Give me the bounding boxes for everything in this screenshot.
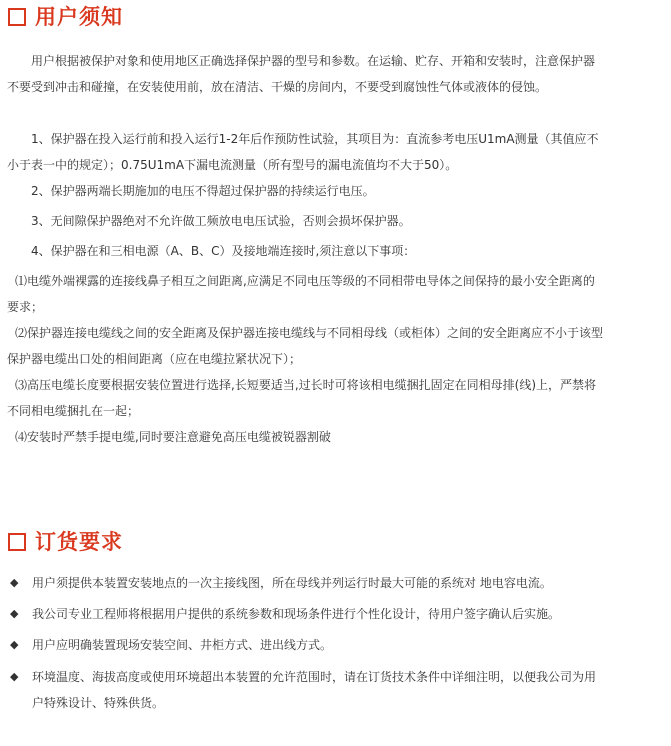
notice-subitem-2: ⑵保护器连接电缆线之间的安全距离及保护器连接电缆线与不同相母线（或柜体）之间的安全距离应不小于该型保护器电缆出口处的相间距离（应在电缆拉紧状况下）； xyxy=(7,326,604,366)
notice-item-2: 2、保护器两端长期施加的电压不得超过保护器的持续运行电压。 xyxy=(31,184,375,198)
diamond-bullet-icon: ◆ xyxy=(10,607,19,620)
order-bullet-item xyxy=(10,570,606,596)
section-title: 用户须知 xyxy=(35,5,123,29)
bullet-text: 用户须提供本装置安装地点的一次主接线图，所在母线并列运行时最大可能的系统对 地电容电流。 xyxy=(32,576,552,590)
section-header-order xyxy=(8,529,123,555)
order-bullet-item xyxy=(10,664,606,716)
section-title: 订货要求 xyxy=(35,530,123,554)
diamond-bullet-icon: ◆ xyxy=(10,576,19,589)
notice-subitem-4: ⑷安装时严禁手提电缆,同时要注意避免高压电缆被锐器割破 xyxy=(15,430,331,444)
bullet-text: 我公司专业工程师将根据用户提供的系统参数和现场条件进行个性化设计，待用户签字确认后实施。 xyxy=(32,607,561,621)
notice-subitem-1: ⑴电缆外端裸露的连接线鼻子相互之间距离,应满足不同电压等级的不同相带电导体之间保持的最小安全距离的要求； xyxy=(7,274,595,314)
notice-item-4: 4、保护器在和三相电源（A、B、C）及接地端连接时,须注意以下事项： xyxy=(31,244,416,258)
square-outline-icon xyxy=(8,533,26,551)
section-header-notice xyxy=(8,4,123,30)
notice-item-3: 3、无间隙保护器绝对不允许做工频放电电压试验，否则会损坏保护器。 xyxy=(31,214,411,228)
order-bullet-item xyxy=(10,632,606,658)
square-outline-icon xyxy=(8,8,26,26)
bullet-text: 用户应明确装置现场安装空间、井柜方式、进出线方式。 xyxy=(32,638,333,652)
notice-item-1: 1、保护器在投入运行前和投入运行1-2年后作预防性试验，其项目为：直流参考电压U1mA测量（其值应不小于表一中的规定）；0.75U1mA下漏电流测量（所有型号的漏电流值均不大于50）。 xyxy=(7,132,599,172)
diamond-bullet-icon: ◆ xyxy=(10,670,19,683)
bullet-text: 环境温度、海拔高度或使用环境超出本装置的允许范围时，请在订货技术条件中详细注明，以便我公司为用户特殊设计、特殊供货。 xyxy=(32,670,597,710)
order-bullet-item xyxy=(10,601,606,627)
notice-subitem-3: ⑶高压电缆长度要根据安装位置进行选择,长短要适当,过长时可将该相电缆捆扎固定在同相母排(线)上，严禁将不同相电缆捆扎在一起； xyxy=(7,378,596,418)
diamond-bullet-icon: ◆ xyxy=(10,638,19,651)
intro-paragraph: 用户根据被保护对象和使用地区正确选择保护器的型号和参数。在运输、贮存、开箱和安装时，注意保护器不要受到冲击和碰撞，在安装使用前，放在清洁、干燥的房间内，不要受到腐蚀性气体或液体的侵蚀。 xyxy=(7,54,596,94)
